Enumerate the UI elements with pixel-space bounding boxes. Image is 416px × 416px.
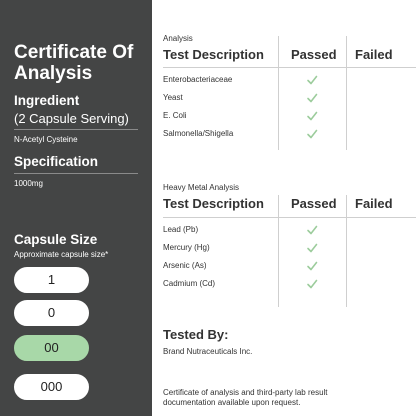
capsule-size-0: 0 bbox=[14, 300, 89, 326]
check-icon bbox=[306, 278, 318, 290]
check-icon bbox=[306, 242, 318, 254]
divider bbox=[14, 129, 138, 130]
heavy-metal-header-failed: Failed bbox=[355, 196, 393, 211]
analysis-header-failed: Failed bbox=[355, 47, 393, 62]
column-divider bbox=[278, 36, 279, 150]
heavy-metal-tag: Heavy Metal Analysis bbox=[163, 183, 240, 192]
column-divider bbox=[346, 36, 347, 150]
header-divider bbox=[163, 67, 416, 68]
header-divider bbox=[163, 217, 416, 218]
capsule-size-heading: Capsule Size bbox=[14, 232, 98, 247]
left-panel bbox=[0, 0, 152, 416]
capsule-size-1: 1 bbox=[14, 267, 89, 293]
analysis-row-label: Yeast bbox=[163, 93, 183, 102]
capsule-size-000: 000 bbox=[14, 374, 89, 400]
check-icon bbox=[306, 110, 318, 122]
ingredient-serving: (2 Capsule Serving) bbox=[14, 111, 129, 126]
ingredient-heading: Ingredient bbox=[14, 93, 80, 108]
right-panel bbox=[152, 0, 416, 416]
analysis-row-label: E. Coli bbox=[163, 111, 187, 120]
check-icon bbox=[306, 224, 318, 236]
check-icon bbox=[306, 260, 318, 272]
check-icon bbox=[306, 92, 318, 104]
tested-by-heading: Tested By: bbox=[163, 327, 229, 342]
check-icon bbox=[306, 128, 318, 140]
heavy-metal-row-label: Lead (Pb) bbox=[163, 225, 199, 234]
capsule-size-note: Approximate capsule size* bbox=[14, 250, 109, 259]
tested-by-brand: Brand Nutraceuticals Inc. bbox=[163, 347, 253, 356]
analysis-row-label: Enterobacteriaceae bbox=[163, 75, 233, 84]
specification-heading: Specification bbox=[14, 154, 99, 169]
heavy-metal-row-label: Cadmium (Cd) bbox=[163, 279, 216, 288]
check-icon bbox=[306, 74, 318, 86]
heavy-metal-header-description: Test Description bbox=[163, 196, 264, 211]
heavy-metal-header-passed: Passed bbox=[291, 196, 337, 211]
analysis-header-passed: Passed bbox=[291, 47, 337, 62]
analysis-tag: Analysis bbox=[163, 34, 193, 43]
divider bbox=[14, 173, 138, 174]
specification-value: 1000mg bbox=[14, 179, 43, 188]
footnote: Certificate of analysis and third-party lab result documentation available upon request. bbox=[163, 388, 328, 407]
certificate-title: Certificate Of Analysis bbox=[14, 42, 134, 84]
analysis-row-label: Salmonella/Shigella bbox=[163, 129, 234, 138]
ingredient-name: N-Acetyl Cysteine bbox=[14, 135, 78, 144]
heavy-metal-row-label: Mercury (Hg) bbox=[163, 243, 210, 252]
capsule-size-00-selected: 00 bbox=[14, 335, 89, 361]
analysis-header-description: Test Description bbox=[163, 47, 264, 62]
heavy-metal-row-label: Arsenic (As) bbox=[163, 261, 207, 270]
column-divider bbox=[278, 195, 279, 307]
column-divider bbox=[346, 195, 347, 307]
